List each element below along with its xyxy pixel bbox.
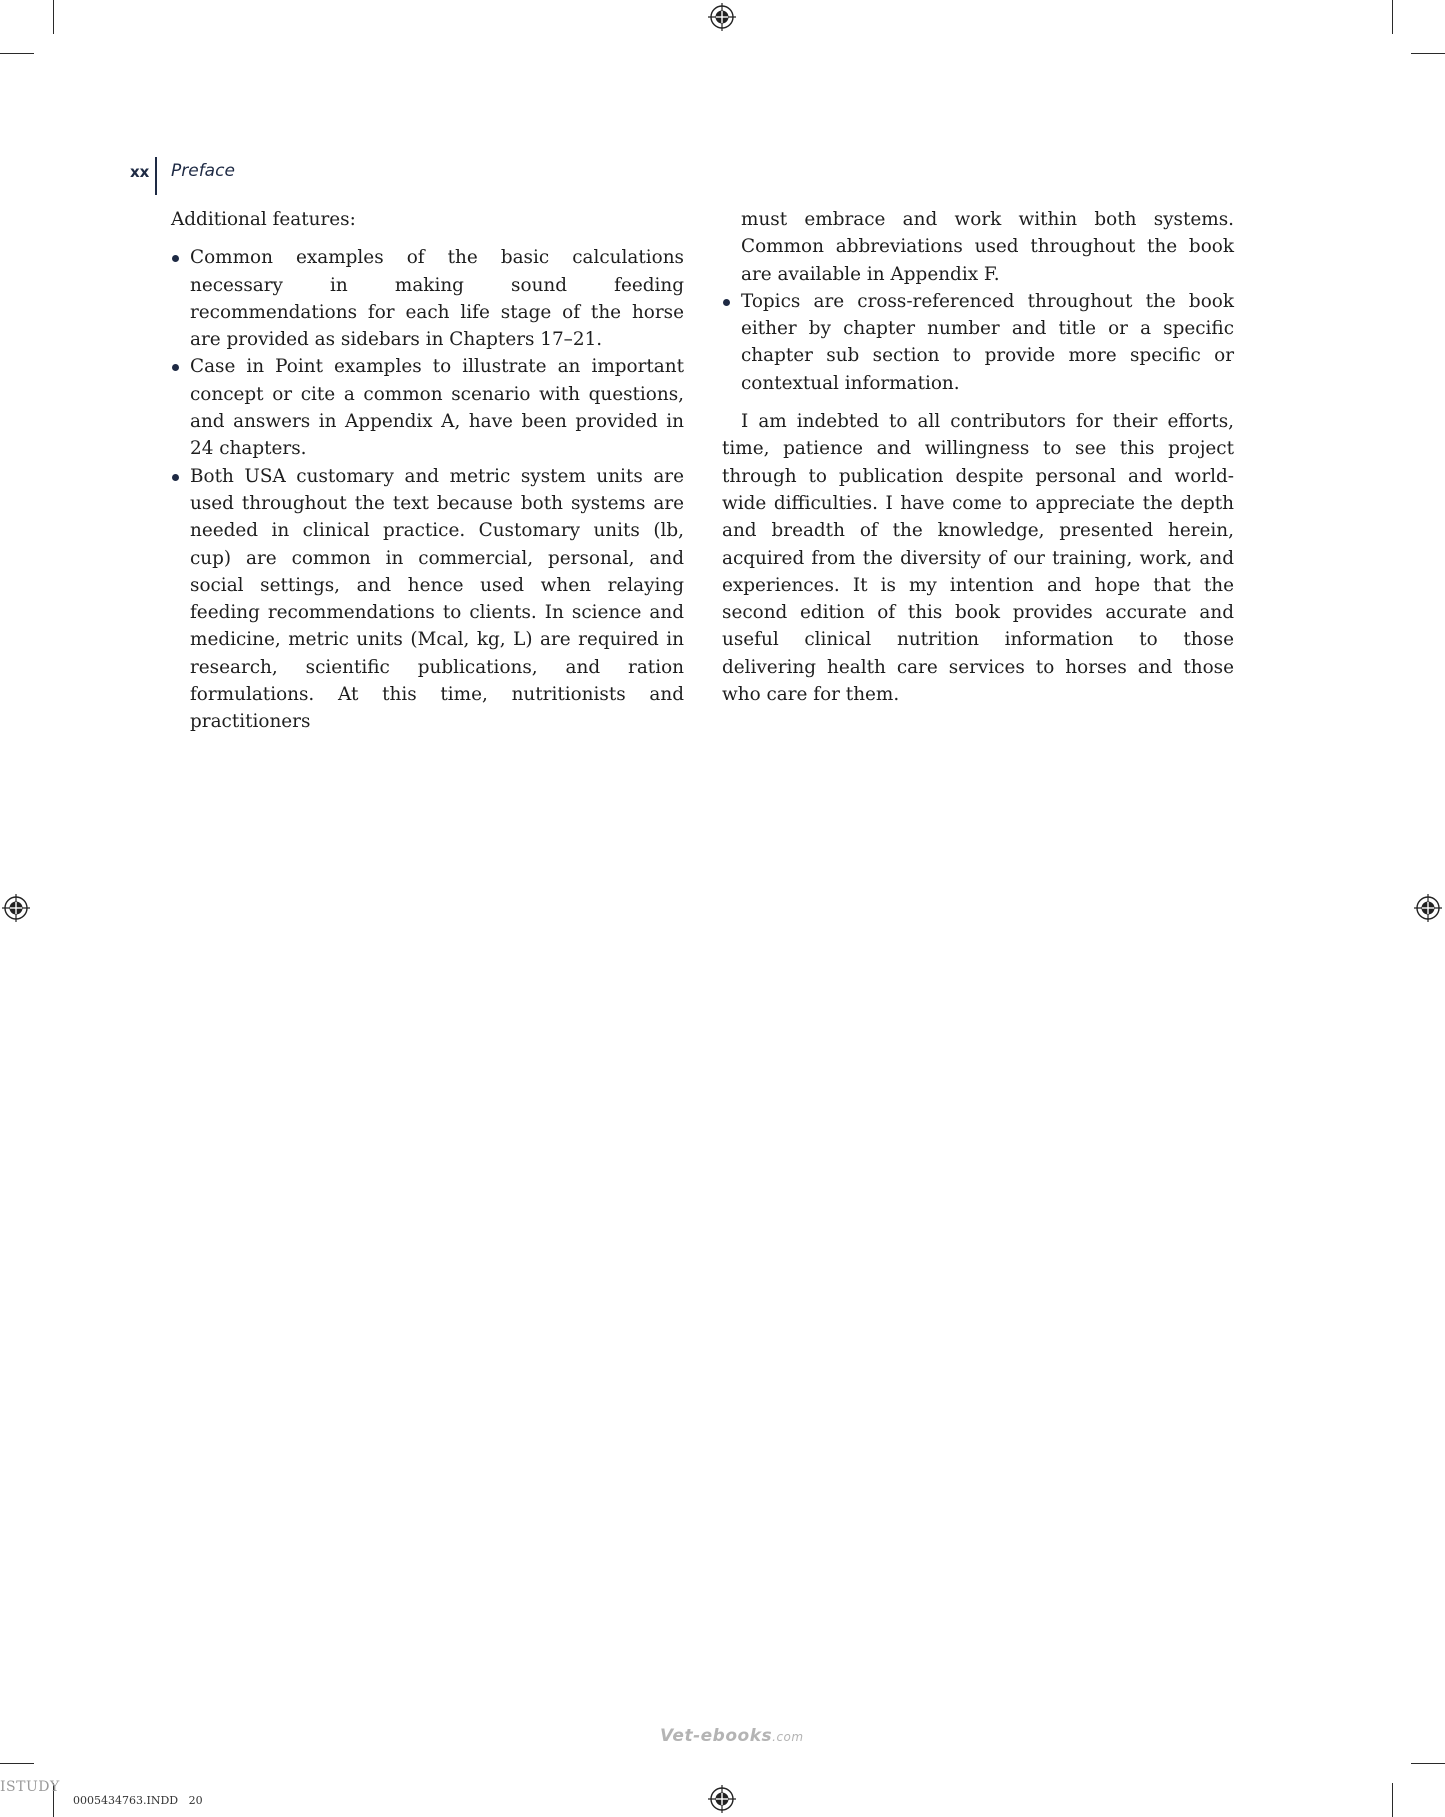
bullet-continuation: must embrace and work within both systems. Common abbreviations used throughout the book are available in Appendix F. — [741, 209, 1234, 285]
registration-mark-left-icon — [2, 894, 30, 922]
crop-mark-bottom-right-vertical — [1392, 1783, 1393, 1817]
file-slug: 0005434763.INDD 20 — [73, 1794, 203, 1807]
running-head-rule — [155, 157, 157, 195]
list-item — [171, 244, 684, 353]
text-column-right — [722, 206, 1234, 708]
body-paragraph: I am indebted to all contributors for their efforts, time, patience and willingness to see this project through to publication despite personal and world-wide difficulties. I have come to appreciate the depth and breadth of the knowledge, presented herein, acquired from the diversity of our training, work, and experiences. It is my intention and hope that the second edition of this book provides accurate and useful clinical nutrition information to those delivering health care services to horses and those who care for them. — [722, 411, 1234, 706]
list-item-text: Both USA customary and metric system units are used throughout the text because both systems are needed in clinical practice. Customary units (lb, cup) are common in commercial, personal, and social settings, and hence used when relaying feeding recommendations to clients. In science and medicine, metric units (Mcal, kg, L) are required in research, scientific publications, and ration formulations. At this time, nutritionists and practitioners — [190, 465, 684, 733]
bullet-icon — [172, 255, 179, 262]
registration-mark-bottom-icon — [708, 1785, 736, 1813]
watermark-logo — [660, 1726, 804, 1746]
list-item-text: Common examples of the basic calculations necessary in making sound feeding recommendations for each life stage of the horse are provided as sidebars in Chapters 17–21. — [190, 247, 684, 351]
list-item — [171, 353, 684, 462]
crop-mark-top-left-vertical — [53, 0, 54, 34]
bullet-icon — [172, 474, 179, 481]
list-item — [171, 463, 684, 736]
crop-mark-top-right-horizontal — [1411, 53, 1445, 54]
registration-mark-top-icon — [708, 3, 736, 31]
watermark-main: Vet-ebooks — [660, 1726, 773, 1746]
page-number: xx — [130, 163, 150, 181]
running-head-title: Preface — [171, 161, 235, 181]
list-item-text: Case in Point examples to illustrate an important concept or cite a common scenario with questions, and answers in Appendix A, have been provided in 24 chapters. — [190, 356, 684, 460]
watermark-suffix: .com — [772, 1730, 804, 1744]
bullet-list-right — [722, 288, 1234, 397]
bullet-list-left — [171, 244, 684, 735]
crop-mark-top-right-vertical — [1392, 0, 1393, 34]
text-column-left — [171, 206, 684, 736]
side-mark: ISTUDY — [0, 1779, 60, 1795]
crop-mark-top-left-horizontal — [0, 53, 34, 54]
section-heading: Additional features: — [171, 209, 356, 230]
list-item — [722, 288, 1234, 397]
bullet-icon — [723, 299, 730, 306]
registration-mark-right-icon — [1414, 894, 1442, 922]
crop-mark-bottom-left-horizontal — [0, 1763, 34, 1764]
crop-mark-bottom-right-horizontal — [1411, 1763, 1445, 1764]
bullet-icon — [172, 364, 179, 371]
list-item-text: Topics are cross-referenced throughout the book either by chapter number and title or a specific chapter sub section to provide more specific or contextual information. — [741, 290, 1234, 394]
